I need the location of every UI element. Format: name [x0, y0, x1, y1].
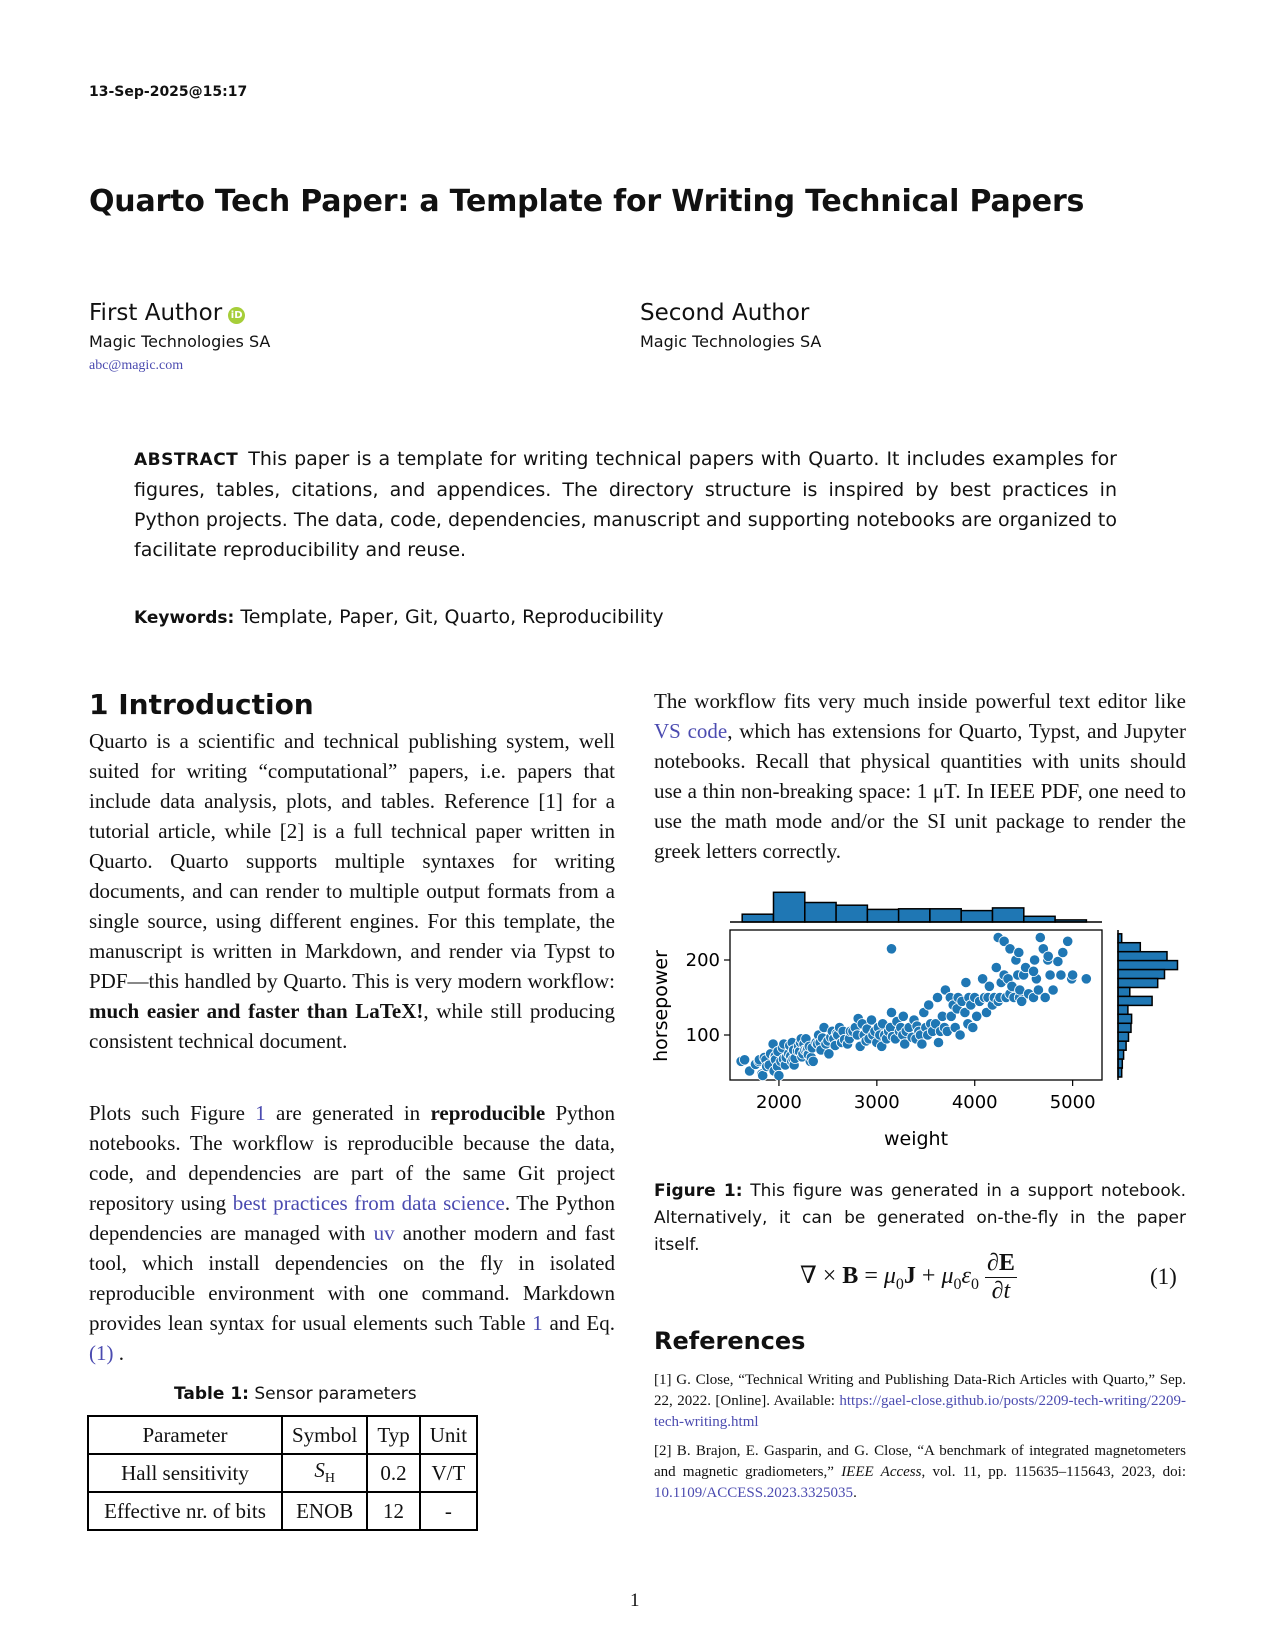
table-header-cell: Unit: [420, 1416, 477, 1454]
table-caption-label: Table 1:: [174, 1384, 249, 1404]
intro-paragraph-1: [89, 726, 615, 1056]
scatter-point: [1058, 947, 1068, 957]
scatter-point: [968, 1022, 978, 1032]
scatter-point: [955, 1030, 965, 1040]
orcid-icon[interactable]: iD: [228, 307, 245, 324]
author-block-2: [640, 300, 821, 351]
histogram-y-bar: [1118, 1041, 1126, 1050]
ref1-link[interactable]: https://gael-close.github.io/posts/2209-tech-writing/2209-tech-writing.html: [654, 1393, 1186, 1430]
equation-fraction: $\frac{\partial E}{\partial t}$: [986, 1250, 1015, 1304]
p2-text-c: Python notebooks. The workflow is reproducible because the data, code, and dependencies are part of the same Git project repository using: [89, 1101, 616, 1215]
paper-title: Quarto Tech Paper: a Template for Writing Technical Papers: [89, 184, 1085, 219]
y-axis-label: horsepower: [650, 950, 672, 1062]
table-caption: [174, 1384, 417, 1404]
y-axis-ticks: [686, 950, 730, 1046]
author-block-1: [89, 300, 270, 374]
scatter-point: [886, 944, 896, 954]
scatter-point: [1029, 955, 1039, 965]
histogram-y-bar: [1118, 970, 1165, 979]
scatter-point: [1045, 970, 1055, 980]
table-cell: -: [420, 1492, 477, 1530]
abstract-label: ABSTRACT: [134, 450, 239, 470]
timestamp: 13-Sep-2025@15:17: [89, 84, 248, 100]
histogram-y-bar: [1118, 943, 1140, 952]
abstract: [134, 444, 1117, 565]
marginal-histogram-x: [730, 892, 1102, 922]
author-email-1[interactable]: [89, 358, 270, 374]
histogram-y-bar: [1118, 952, 1167, 961]
figure-caption-text: This figure was generated in a support notebook. Alternatively, it can be generated on-the-fly in the paper itself.: [654, 1181, 1186, 1255]
histogram-x-bar: [805, 903, 836, 923]
scatter-point: [1043, 951, 1053, 961]
ref2-text-b: , vol. 11, pp. 115635–115643, 2023, doi:: [921, 1464, 1186, 1480]
scatter-points: [736, 932, 1092, 1080]
page-number: 1: [630, 1590, 640, 1611]
histogram-y-bar: [1118, 1005, 1128, 1014]
reference-item-1: [654, 1370, 1186, 1433]
x-tick-label: 4000: [951, 1092, 998, 1113]
ref2-text-a: [2] B. Brajon, E. Gasparin, and G. Close, “A benchmark of integrated magnetometers and magnetic gradiometers,”: [654, 1443, 1186, 1480]
histogram-y-bar: [1118, 996, 1152, 1005]
histogram-x-bar: [1024, 916, 1055, 922]
scatter-point: [1028, 966, 1038, 976]
table-cell-symbol: [282, 1454, 367, 1492]
x-tick-label: 5000: [1049, 1092, 1096, 1113]
keywords-text: Template, Paper, Git, Quarto, Reproducibility: [240, 606, 664, 628]
figure-caption: [654, 1178, 1186, 1259]
scatter-point: [984, 981, 994, 991]
intro-p1-text: Quarto is a scientific and technical publishing system, well suited for writing “computational” papers, i.e. papers that include data analysis, plots, and tables. Reference [1] for a tutorial article, while [2] is a full technical paper written in Quarto. Quarto supports multiple syntaxes for writing documents, and can render to multiple output formats from a single source, using different engines. For this template, the manuscript is written in Markdown, and render via Typst to PDF—this handled by Quarto. This is very modern workflow:: [89, 729, 615, 993]
table-cell: Hall sensitivity: [88, 1454, 282, 1492]
p2-text-b: are generated in: [265, 1101, 431, 1125]
references-list: [654, 1370, 1186, 1512]
histogram-y-bar: [1118, 1014, 1132, 1023]
keywords: [134, 606, 664, 628]
equation-number: (1): [1150, 1264, 1177, 1289]
table-caption-text: Sensor parameters: [254, 1384, 417, 1404]
scatter-point: [972, 1011, 982, 1021]
scatter-point: [1056, 970, 1066, 980]
x-tick-label: 2000: [756, 1092, 802, 1113]
table-cell: V/T: [420, 1454, 477, 1492]
histogram-x-bar: [993, 908, 1024, 922]
scatter-point: [933, 1037, 943, 1047]
histogram-y-bar: [1118, 979, 1158, 988]
scatter-point: [991, 962, 1001, 972]
histogram-y-bar: [1118, 988, 1130, 997]
intro-paragraph-2: [89, 1098, 615, 1368]
y-tick-label: 100: [685, 1025, 720, 1046]
scatter-point: [1063, 936, 1073, 946]
symbol-subscript: H: [324, 1471, 335, 1487]
figure-1-scatter: [648, 884, 1188, 1154]
col2-text-a: The workflow fits very much inside powerful text editor like: [654, 689, 1186, 713]
histogram-x-bar: [774, 892, 805, 922]
ref2-doi-link[interactable]: 10.1109/ACCESS.2023.3325035: [654, 1485, 854, 1501]
author-name-1: [89, 300, 270, 326]
histogram-y-bar: [1118, 961, 1178, 970]
x-tick-label: 3000: [853, 1092, 900, 1113]
ref2-journal: IEEE Access: [841, 1464, 922, 1480]
best-practices-link[interactable]: best practices from data science: [232, 1191, 505, 1215]
scatter-point: [1035, 932, 1045, 942]
reference-item-2: [654, 1441, 1186, 1504]
histogram-x-bar: [742, 914, 773, 922]
table-row: [88, 1454, 477, 1492]
scatter-point: [808, 1056, 818, 1066]
table-row: [88, 1492, 477, 1530]
scatter-point: [932, 992, 942, 1002]
symbol-main: S: [314, 1458, 325, 1483]
scatter-point: [886, 1007, 896, 1017]
marginal-histogram-y: [1118, 930, 1178, 1080]
table-header-cell: Parameter: [88, 1416, 282, 1454]
scatter-point: [1040, 992, 1050, 1002]
ref1-text: [1] G. Close, “Technical Writing and Publishing Data-Rich Articles with Quarto,” Sep. 22, 2022. [Online]. Available:: [654, 1372, 1186, 1409]
p2-text-a: Plots such Figure: [89, 1101, 256, 1125]
scatter-point: [1067, 970, 1077, 980]
table-header-row: [88, 1416, 477, 1454]
intro-p1-bold: much easier and faster than LaTeX!: [89, 999, 424, 1023]
scatter-point: [739, 1055, 749, 1065]
table-header-cell: Typ: [367, 1416, 419, 1454]
table-cell: Effective nr. of bits: [88, 1492, 282, 1530]
maxwell-equation: ∇ × $B = \mu_0J + \mu_0\varepsilon_0$ $\frac{\partial E}{\partial t}$: [800, 1250, 1015, 1304]
equation-ref-link[interactable]: (1): [89, 1341, 114, 1365]
figure-caption-label: Figure 1:: [654, 1181, 743, 1201]
y-tick-label: 200: [685, 950, 720, 971]
table-header-cell: Symbol: [282, 1416, 367, 1454]
scatter-point: [1048, 985, 1058, 995]
author-name-2: Second Author: [640, 300, 810, 326]
scatter-point: [774, 1070, 784, 1080]
scatter-point: [917, 1039, 927, 1049]
author-affiliation-2: Magic Technologies SA: [640, 332, 822, 351]
x-axis-ticks: [756, 1080, 1095, 1113]
abstract-text: This paper is a template for writing technical papers with Quarto. It includes examples for figures, tables, citations, and appendices. The directory structure is inspired by best practices in Python projects. The data, code, dependencies, manuscript and supporting notebooks are organized to facilitate reproducibility and reuse.: [134, 448, 1117, 561]
col2-paragraph: [654, 686, 1186, 866]
intro-p1-tail: , while still producing consistent technical document.: [89, 999, 615, 1053]
author-affiliation-1: Magic Technologies SA: [89, 332, 271, 351]
histogram-x-bar: [961, 911, 992, 922]
p2-text-e: another modern and fast tool, which install dependencies on the fly in isolated reproducible environment with one command. Markdown provides lean syntax for usual elements such Table: [89, 1221, 615, 1335]
histogram-y-bar: [1118, 1023, 1131, 1032]
table-cell: 0.2: [367, 1454, 419, 1492]
histogram-x-bar: [930, 909, 961, 922]
email-link[interactable]: abc@magic.com: [89, 358, 184, 373]
references-heading: References: [654, 1327, 806, 1355]
table-cell: ENOB: [282, 1492, 367, 1530]
histogram-x-bar: [899, 909, 930, 922]
section-heading-introduction: 1 Introduction: [89, 688, 314, 721]
p2-text-d: . The Python dependencies are managed with: [89, 1191, 615, 1245]
scatter-point: [924, 1000, 934, 1010]
histogram-x-bar: [867, 909, 898, 922]
col2-text-b: , which has extensions for Quarto, Typst, and Jupyter notebooks. Recall that physical quantities with units should use a thin non-breaking space: 1 μT. In IEEE PDF, one need to use the math mode and/or the SI unit package to render the greek letters correctly.: [654, 719, 1186, 863]
histogram-x-bar: [836, 905, 867, 922]
keywords-label: Keywords:: [134, 608, 235, 628]
scatter-point: [961, 977, 971, 987]
histogram-y-bar: [1118, 1032, 1129, 1041]
scatter-point: [1014, 947, 1024, 957]
scatter-point: [1081, 974, 1091, 984]
p2-bold: reproducible: [430, 1101, 546, 1125]
uv-link[interactable]: uv: [373, 1221, 395, 1245]
table-cell: 12: [367, 1492, 419, 1530]
table-ref-link[interactable]: 1: [532, 1311, 543, 1335]
p2-text-g: .: [113, 1341, 124, 1365]
author-1-name-text: First Author: [89, 300, 223, 326]
scatter-point: [898, 1011, 908, 1021]
figure-ref-link[interactable]: 1: [255, 1101, 266, 1125]
ref2-text-c: .: [853, 1485, 857, 1501]
sensor-table: [87, 1415, 478, 1531]
vscode-link[interactable]: VS code: [654, 719, 728, 743]
p2-text-f: and Eq.: [542, 1311, 615, 1335]
x-axis-label: weight: [883, 1128, 949, 1150]
histogram-y-bar: [1118, 1050, 1124, 1059]
